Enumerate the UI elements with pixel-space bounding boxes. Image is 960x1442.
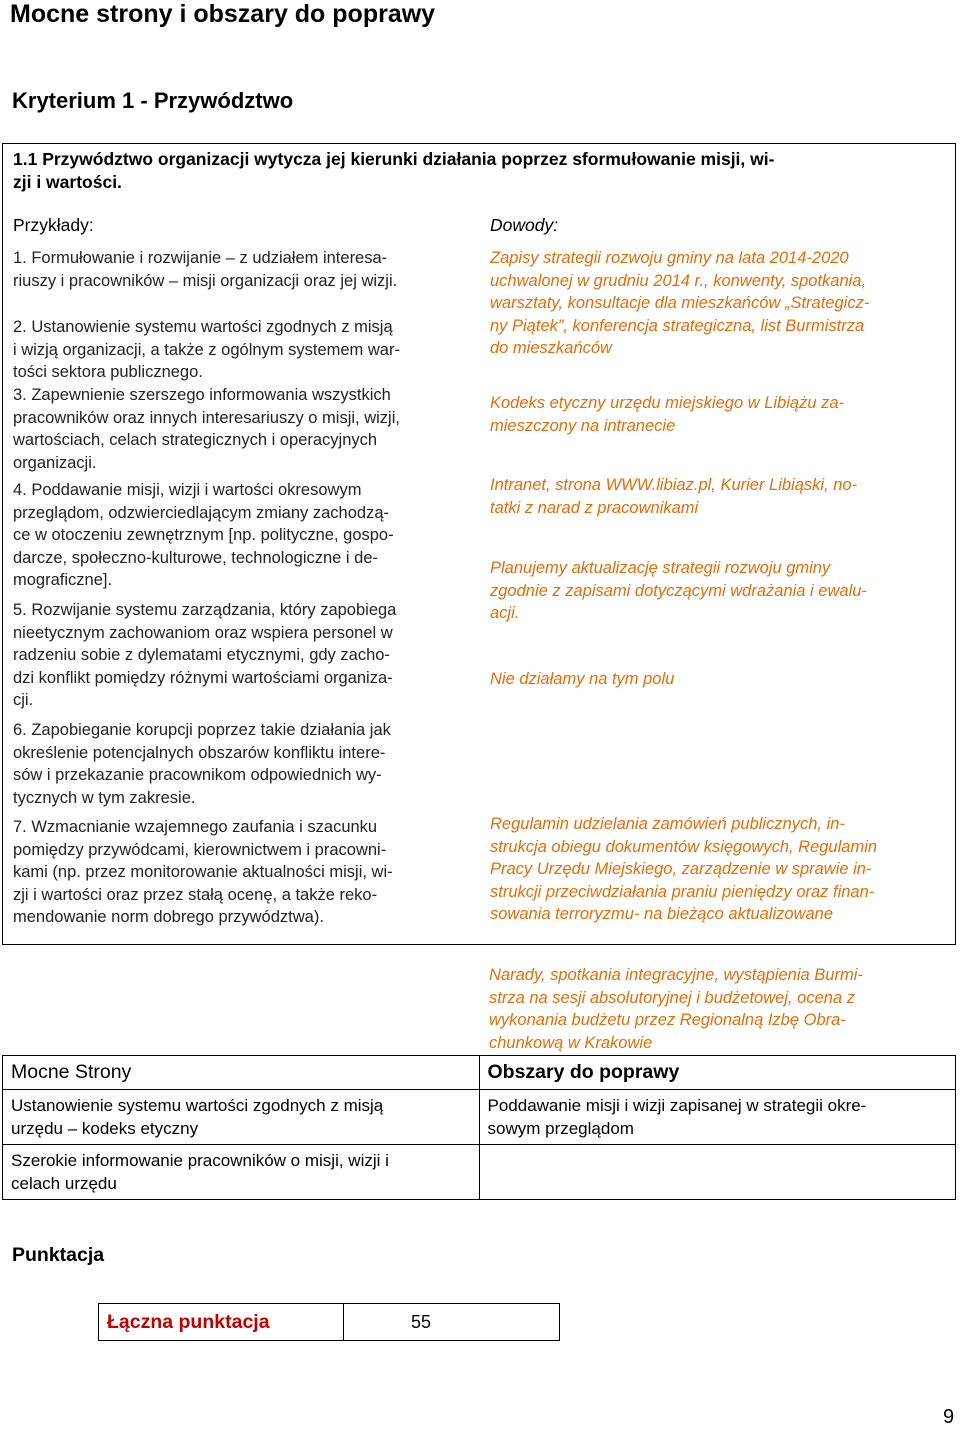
text-line: dzi konflikt pomiędzy różnymi wartościami organiza-: [13, 668, 393, 687]
text-line: pomiędzy przywódcami, kierownictwem i pracowni-: [13, 840, 387, 859]
scoring-title: Punktacja: [12, 1244, 105, 1266]
text-line: mograficzne].: [13, 571, 113, 589]
text-line: pracowników oraz innych interesariuszy o misji, wizji,: [13, 408, 400, 427]
text-line: chunkową w Krakowie: [489, 1033, 653, 1052]
cell-line: Poddawanie misji i wizji zapisanej w strategii okre-: [487, 1096, 867, 1115]
cell-line: sowym przeglądom: [487, 1119, 634, 1138]
evidence-item: [490, 247, 950, 360]
text-line: i wizją organizacji, a także z ogólnym systemem war-: [13, 340, 400, 359]
text-line: Planujemy aktualizację strategii rozwoju gminy: [490, 559, 831, 577]
evidence-label: Dowody:: [490, 215, 559, 235]
improvement-cell: [479, 1145, 956, 1200]
examples-column: [13, 214, 471, 926]
header-line: zji i wartości.: [13, 172, 122, 192]
example-item: [13, 384, 471, 474]
text-line: strukcji przeciwdziałania praniu pieniędzy oraz finan-: [490, 882, 875, 901]
text-line: tości sektora publicznego.: [13, 363, 203, 381]
text-line: strukcja obiegu dokumentów księgowych, Regulamin: [490, 837, 878, 856]
text-line: Kodeks etyczny urzędu miejskiego w Libiążu za-: [490, 394, 845, 412]
text-line: Regulamin udzielania zamówień publicznych, in-: [490, 815, 845, 833]
text-line: uchwalonej w grudniu 2014 r., konwenty, spotkania,: [490, 271, 867, 290]
evidence-item-extra: [489, 964, 949, 1054]
text-line: zji i wartości oraz przez stałą ocenę, a także reko-: [13, 885, 378, 904]
text-line: acji.: [490, 604, 520, 622]
text-line: 5. Rozwijanie systemu zarządzania, który zapobiega: [13, 601, 397, 619]
example-item: [13, 816, 471, 929]
text-line: radzeniu sobie z dylematami etycznymi, gdy zacho-: [13, 646, 390, 664]
strength-cell: [3, 1145, 480, 1200]
text-line: mendowanie norm dobrego przywództwa).: [13, 908, 324, 926]
text-line: ny Piątek”, konferencja strategiczna, list Burmistrza: [490, 316, 865, 335]
score-label: Łączna punktacja: [99, 1304, 344, 1341]
subcriterion-header: [13, 148, 943, 194]
text-line: do mieszkańców: [490, 339, 612, 357]
text-line: cji.: [13, 691, 34, 709]
cell-line: Ustanowienie systemu wartości zgodnych z misją: [11, 1096, 384, 1115]
text-line: ce w otoczeniu zewnętrznym [np. polityczne, gospo-: [13, 526, 394, 544]
evidence-column: [490, 214, 950, 923]
cell-line: celach urzędu: [11, 1174, 117, 1193]
strengths-improvements-table: [2, 1055, 956, 1200]
cell-line: Szerokie informowanie pracowników o misji, wizji i: [11, 1151, 389, 1170]
page-number: 9: [943, 1406, 955, 1428]
text-line: mieszczony na intranecie: [490, 416, 676, 435]
text-line: Pracy Urzędu Miejskiego, zarządzenie w sprawie in-: [490, 860, 872, 878]
text-line: Intranet, strona WWW.libiaz.pl, Kurier Libiąski, no-: [490, 476, 858, 494]
text-line: sowania terroryzmu- na bieżąco aktualizowane: [490, 905, 834, 923]
example-item: [13, 599, 471, 712]
improvement-cell: [479, 1090, 956, 1145]
examples-label: Przykłady:: [13, 215, 94, 235]
strengths-header: Mocne Strony: [3, 1056, 480, 1090]
text-line: 7. Wzmacnianie wzajemnego zaufania i szacunku: [13, 818, 378, 836]
text-line: 2. Ustanowienie systemu wartości zgodnych z misją: [13, 318, 393, 336]
text-line: strza na sesji absolutoryjnej i budżetowej, ocena z: [489, 988, 855, 1007]
text-line: Zapisy strategii rozwoju gminy na lata 2014-2020: [490, 249, 849, 267]
text-line: nieetycznym zachowaniom oraz wspiera personel w: [13, 623, 393, 642]
text-line: 3. Zapewnienie szerszego informowania wszystkich: [13, 386, 391, 404]
text-line: przeglądom, odzwierciedlającym zmiany zachodzą-: [13, 503, 389, 522]
text-line: riuszy i pracowników – misji organizacji oraz jej wizji.: [13, 271, 398, 290]
text-line: sów i przekazanie pracownikom odpowiednich wy-: [13, 766, 382, 784]
evidence-item: [490, 474, 950, 519]
header-line: 1.1 Przywództwo organizacji wytycza jej kierunki działania poprzez sformułowanie misji, wi-: [13, 149, 775, 169]
text-line: 1. Formułowanie i rozwijanie – z udziałem interesa-: [13, 249, 388, 267]
text-line: wartościach, celach strategicznych i operacyjnych: [13, 431, 378, 449]
text-line: wykonania budżetu przez Regionalną Izbę Obra-: [489, 1011, 846, 1029]
text-line: zgodnie z zapisami dotyczącymi wdrażania i ewalu-: [490, 581, 867, 600]
improvements-header: Obszary do poprawy: [479, 1056, 956, 1090]
page-title: Mocne strony i obszary do poprawy: [10, 0, 436, 28]
text-line: tatki z narad z pracownikami: [490, 498, 699, 517]
evidence-item: [490, 392, 950, 437]
strength-cell: [3, 1090, 480, 1145]
score-table: [98, 1303, 560, 1341]
text-line: warsztaty, konsultacje dla mieszkańców „Strategicz-: [490, 294, 870, 312]
example-item: [13, 247, 471, 292]
example-item: [13, 719, 471, 809]
evidence-item: [490, 668, 950, 691]
text-line: organizacji.: [13, 453, 97, 472]
text-line: 6. Zapobieganie korupcji poprzez takie działania jak: [13, 721, 391, 739]
example-item: [13, 316, 471, 384]
text-line: darcze, społeczno-kulturowe, technologiczne i de-: [13, 548, 379, 567]
cell-line: urzędu – kodeks etyczny: [11, 1119, 199, 1138]
evidence-item: [490, 813, 950, 926]
text-line: tycznych w tym zakresie.: [13, 788, 196, 807]
evidence-item: [490, 557, 950, 625]
text-line: 4. Poddawanie misji, wizji i wartości okresowym: [13, 481, 362, 499]
text-line: określenie potencjalnych obszarów konfliktu intere-: [13, 743, 386, 762]
subcriterion-box: [2, 143, 956, 945]
score-value: 55: [344, 1304, 560, 1341]
text-line: Nie działamy na tym polu: [490, 670, 675, 688]
text-line: kami (np. przez monitorowanie aktualności misji, wi-: [13, 863, 393, 881]
example-item: [13, 479, 471, 592]
text-line: Narady, spotkania integracyjne, wystąpienia Burmi-: [489, 966, 863, 984]
criterion-title: Kryterium 1 - Przywództwo: [12, 88, 294, 113]
